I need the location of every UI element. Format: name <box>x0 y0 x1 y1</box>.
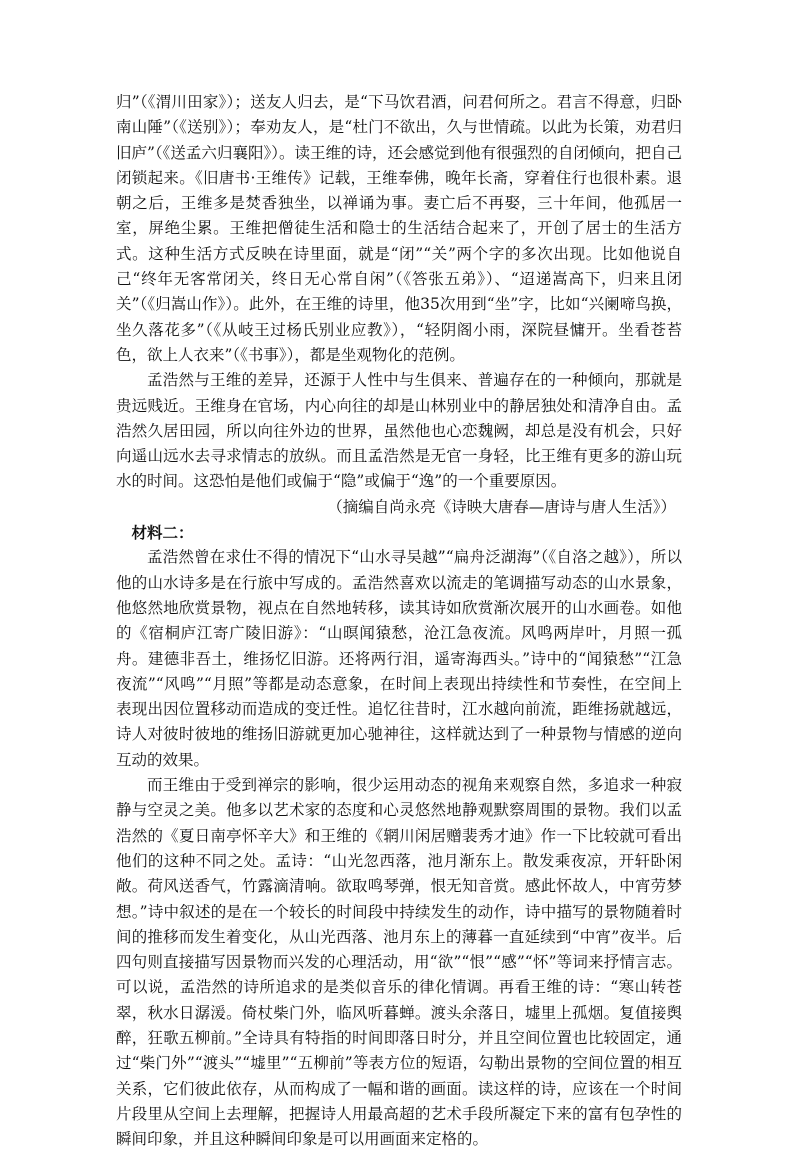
material1-source: （摘编自尚永亮《诗映大唐春—唐诗与唐人生活》） <box>327 497 676 516</box>
material2-paragraph-2: 而王维由于受到禅宗的影响，很少运用动态的视角来观察自然，多追求一种寂静与空灵之美。他多以艺术家的态度和心灵悠然地静观默察周围的景物。我们以孟浩然的《夏日南亭怀辛大》和王维的《辋川闲居赠裴秀才迪》作一下比较就可看出他们的这种不同之处。孟诗：“山光忽西落，池月渐东上。散发乘夜凉，开轩卧闲敞。荷风送香气，竹露滴清响。欲取鸣琴弹，恨无知音赏。感此怀故人，中宵劳梦想。”诗中叙述的是在一个较长的时间段中持续发生的动作，诗中描写的景物随着时间的推移而发生着变化，从山光西落、池月东上的薄暮一直延续到“中宵”夜半。后四句则直接描写因景物而兴发的心理活动，用“欲”“恨”“感”“怀”等词来抒情言志。可以说，孟浩然的诗所追求的是类似音乐的律化情调。再看王维的诗：“寒山转苍翠，秋水日潺湲。倚杖柴门外，临风听暮蝉。渡头余落日，墟里上孤烟。复值接舆醉，狂歌五柳前。”全诗具有特指的时间即落日时分，并且空间位置也比较固定，通过“柴门外”“渡头”“墟里”“五柳前”等表方位的短语，勾勒出景物的空间位置的相互关系，它们彼此依存，从而构成了一幅和谐的画面。读这样的诗，应该在一个时间片段里从空间上去理解，把握诗人用最高超的艺术手段所凝定下来的富有包孕性的瞬间印象，并且这种瞬间印象是可以用画面来定格的。 <box>116 776 682 1149</box>
material2-paragraph-1: 孟浩然曾在求仕不得的情况下“山水寻吴越”“扁舟泛湖海”（《自洛之越》），所以他的山水诗多是在行旅中写成的。孟浩然喜欢以流走的笔调描写动态的山水景象，他悠然地欣赏景物，视点在自然地转移，读其诗如欣赏渐次展开的山水画卷。如他的《宿桐庐江寄广陵旧游》：“山暝闻猿愁，沧江急夜流。风鸣两岸叶，月照一孤舟。建德非吾土，维扬忆旧游。还将两行泪，遥寄海西头。”诗中的“闻猿愁”“江急夜流”“风鸣”“月照”等都是动态意象，在时间上表现出持续性和节奏性，在空间上表现出因位置移动而造成的变迁性。追忆往昔时，江水越向前流，距维扬就越远，诗人对彼时彼地的维扬旧游就更加心驰神往，这样就达到了一种景物与情感的逆向互动的效果。 <box>116 548 682 769</box>
material2-heading: 材料二： <box>131 523 194 543</box>
material1-paragraph-1: 归”（《渭川田家》）；送友人归去，是“下马饮君酒，问君何所之。君言不得意，归卧南山陲”（《送别》）；奉劝友人，是“杜门不欲出，久与世情疏。以此为长策，劝君归旧庐”（《送孟六归襄阳》）。读王维的诗，还会感觉到他有很强烈的自闭倾向，把自己闭锁起来。《旧唐书·王维传》记载，王维奉佛，晚年长斋，穿着住行也很朴素。退朝之后，王维多是焚香独坐，以禅诵为事。妻亡后不再娶，三十年间，他孤居一室，屏绝尘累。王维把僧徒生活和隐士的生活结合起来了，开创了居士的生活方式。这种生活方式反映在诗里面，就是“闭”“关”两个字的多次出现。比如他说自己“终年无客常闭关，终日无心常自闲”（《答张五弟》）、“迢递嵩高下，归来且闭关”（《归嵩山作》）。此外，在王维的诗里，他35次用到“坐”字，比如“兴阑啼鸟换，坐久落花多”（《从岐王过杨氏别业应教》），“轻阴阁小雨，深院昼慵开。坐看苍苔色，欲上人衣来”（《书事》），都是坐观物化的范例。 <box>116 93 682 364</box>
document-page <box>116 90 682 1152</box>
material1-paragraph-2: 孟浩然与王维的差异，还源于人性中与生俱来、普遍存在的一种倾向，那就是贵远贱近。王维身在官场，内心向往的却是山林别业中的静居独处和清净自由。孟浩然久居田园，所以向往外边的世界，虽然他也心恋魏阙，却总是没有机会，只好向遥山远水去寻求情志的放纵。而且孟浩然是无官一身轻，比王维有更多的游山玩水的时间。这恐怕是他们或偏于“隐”或偏于“逸”的一个重要原因。 <box>116 371 682 491</box>
